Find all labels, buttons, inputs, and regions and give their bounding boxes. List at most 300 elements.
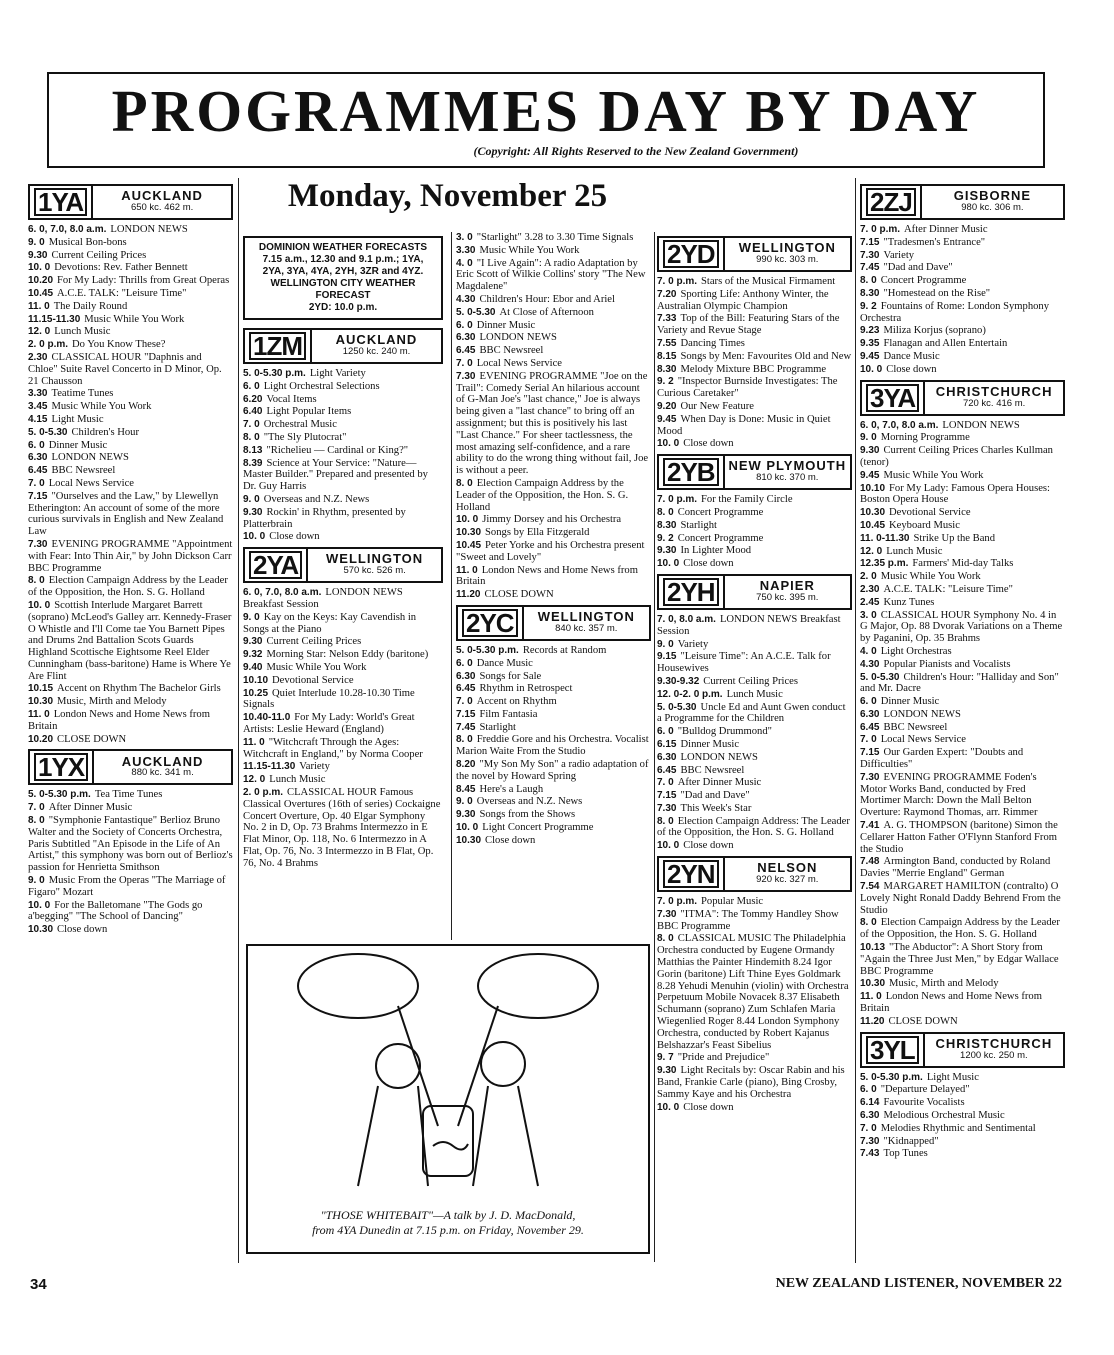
station-header-3ya <box>860 380 1065 416</box>
station-frequency: 570 kc. 526 m. <box>343 565 406 577</box>
programme-title: Sporting Life: Anthony Winter, the Australian Olympic Champion <box>657 288 829 312</box>
programme-time: 7. 0 p.m. <box>657 896 698 908</box>
programme-title: Close down <box>683 438 734 450</box>
programme-time: 10. 0 <box>28 262 51 274</box>
station-frequency: 880 kc. 341 m. <box>131 767 194 779</box>
programme-title: Overseas and N.Z. News <box>263 493 370 505</box>
programme-entry <box>243 531 443 543</box>
programme-title: Orchestral Music <box>263 419 337 431</box>
programme-title: Concert Programme <box>677 506 764 518</box>
programme-title: Teatime Tunes <box>51 388 114 400</box>
programme-title: Concert Programme <box>880 275 967 287</box>
programme-entry <box>456 658 651 670</box>
programme-title: For the Family Circle <box>701 494 793 506</box>
programme-entry <box>657 276 852 288</box>
programme-title: "Inspector Burnside Investigates: The Curious Caretaker" <box>657 376 838 400</box>
programme-time: 8. 0 <box>243 431 260 443</box>
programme-title: Vocal Items <box>266 393 317 405</box>
programme-time: 6.15 <box>657 738 677 750</box>
programme-entry <box>243 662 443 674</box>
programme-entry <box>456 722 651 734</box>
programme-time: 8. 0 <box>860 917 877 929</box>
programme-entry <box>657 1052 852 1064</box>
programme-time: 11. 0 <box>28 300 50 312</box>
programme-title: CLOSE DOWN <box>484 589 554 601</box>
programme-title: Dance Music <box>883 350 940 362</box>
schedule-2yb <box>657 494 852 570</box>
programme-entry <box>860 646 1065 658</box>
programme-title: LONDON NEWS Breakfast Session <box>657 613 841 637</box>
programme-entry <box>456 478 651 513</box>
programme-entry <box>860 250 1065 262</box>
programme-title: Songs by Ella Fitzgerald <box>485 527 590 539</box>
programme-entry <box>28 924 233 936</box>
programme-time: 10. 0 <box>243 531 266 543</box>
programme-time: 7.45 <box>456 721 476 733</box>
programme-entry <box>657 803 852 815</box>
programme-time: 9.30 <box>243 636 263 648</box>
station-logo: 2YH <box>659 576 725 608</box>
programme-entry <box>28 427 233 439</box>
programme-title: "Homestead on the Rise" <box>883 287 991 299</box>
programme-entry <box>657 614 852 638</box>
programme-time: 7.15 <box>28 490 48 502</box>
station-logo: 2ZJ <box>862 186 922 218</box>
station-header-2yn <box>657 856 852 892</box>
programme-title: LONDON NEWS <box>680 751 758 763</box>
programme-entry <box>456 371 651 477</box>
programme-entry <box>28 326 233 338</box>
programme-time: 7.54 <box>860 881 880 893</box>
programme-entry <box>456 645 651 657</box>
programme-title: Popular Music <box>701 896 764 908</box>
programme-title: Devotional Service <box>272 674 354 686</box>
programme-entry <box>860 445 1065 469</box>
programme-title: Concert Programme <box>677 532 764 544</box>
programme-title: Election Campaign Address by the Leader of the Opposition, the Hon. S. G. Holland <box>456 477 629 513</box>
programme-time: 3.30 <box>456 244 476 256</box>
programme-time: 7.55 <box>657 337 677 349</box>
programme-time: 9.15 <box>657 651 677 663</box>
programme-entry <box>28 734 233 746</box>
programme-time: 2.30 <box>860 583 880 595</box>
programme-entry <box>243 761 443 773</box>
station-frequency: 920 kc. 327 m. <box>756 874 819 886</box>
programme-title: "Tradesmen's Entrance" <box>883 236 986 248</box>
programme-time: 7. 0 <box>657 777 674 789</box>
programme-entry <box>456 565 651 589</box>
programme-entry <box>657 494 852 506</box>
programme-time: 8. 0 <box>657 815 674 827</box>
programme-title: Morning Star: Nelson Eddy (baritone) <box>266 649 429 661</box>
programme-title: "Kidnapped" <box>883 1135 939 1147</box>
programme-title: Current Ceiling Prices <box>266 636 362 648</box>
programme-entry <box>456 822 651 834</box>
programme-title: Accent on Rhythm The Bachelor Girls <box>57 683 221 695</box>
programme-time: 10.30 <box>28 924 54 936</box>
programme-title: Our New Feature <box>680 400 755 412</box>
station-name: GISBORNE <box>953 188 1032 204</box>
programme-entry <box>243 712 443 736</box>
programme-time: 9.30 <box>657 545 677 557</box>
programme-time: 8. 0 <box>657 933 674 945</box>
programme-time: 4.15 <box>28 413 48 425</box>
programme-time: 11.15-11.30 <box>28 313 81 325</box>
programme-entry <box>456 809 651 821</box>
programme-title: LONDON NEWS <box>479 332 557 344</box>
station-name: WELLINGTON <box>326 551 424 567</box>
programme-time: 4.30 <box>456 293 476 305</box>
programme-time: 6.30 <box>860 708 880 720</box>
programme-entry <box>657 739 852 751</box>
programme-entry <box>860 338 1065 350</box>
programme-time: 6. 0, 7.0, 8.0 a.m. <box>28 224 107 235</box>
programme-entry <box>456 345 651 357</box>
programme-time: 10. 0 <box>657 1101 680 1113</box>
programme-title: MARGARET HAMILTON (contralto) O Lovely Night Ronald Daddy Behrend From the Studio <box>860 881 1061 916</box>
weather-forecast-box <box>243 236 443 320</box>
programme-title: "Ourselves and the Law," by Llewellyn Etherington: An account of some of the more curious survivals in English and New Zealand Law <box>28 490 224 538</box>
programme-time: 7.30 <box>28 538 48 550</box>
programme-time: 7. 0 <box>456 357 473 369</box>
programme-title: Overseas and N.Z. News <box>476 796 583 808</box>
programme-title: LONDON NEWS Breakfast Session <box>243 587 403 610</box>
programme-title: EVENING PROGRAMME Foden's Motor Works Band, conducted by Fred Mortimer March: Down the Mall Belton Overture: Raymond Thomas, arr. Rimmer <box>860 771 1038 819</box>
programme-title: Lunch Music <box>269 774 326 786</box>
programme-title: Light Orchestras <box>880 645 952 657</box>
schedule-2zj <box>860 224 1065 376</box>
programme-entry <box>28 250 233 262</box>
station-header-1ya <box>28 184 233 220</box>
programme-entry <box>657 816 852 840</box>
programme-entry <box>657 1102 852 1114</box>
programme-time: 2.45 <box>860 596 880 608</box>
programme-entry <box>860 432 1065 444</box>
programme-time: 12.35 p.m. <box>860 558 909 570</box>
programme-entry <box>860 978 1065 990</box>
programme-time: 3.45 <box>28 401 48 413</box>
programme-title: After Dinner Music <box>48 802 133 814</box>
programme-title: Uncle Ed and Aunt Gwen conduct a Programme for the Children <box>657 701 846 725</box>
programme-time: 8. 0 <box>28 815 45 827</box>
programme-entry <box>243 587 443 611</box>
cartoon-illustration <box>246 944 650 1254</box>
programme-entry <box>28 789 233 801</box>
column-2 <box>243 232 443 870</box>
programme-title: Lunch Music <box>886 545 943 557</box>
programme-time: 9. 0 <box>28 875 45 887</box>
programme-time: 4. 0 <box>456 257 473 269</box>
programme-entry <box>456 683 651 695</box>
day-heading: Monday, November 25 <box>287 178 608 214</box>
programme-title: London News and Home News from Britain <box>28 709 210 732</box>
programme-entry <box>860 1123 1065 1135</box>
programme-title: Children's Hour: Ebor and Ariel <box>479 293 615 305</box>
programme-title: In Lighter Mood <box>680 545 752 557</box>
programme-entry <box>860 571 1065 583</box>
programme-entry <box>860 1084 1065 1096</box>
programme-time: 10.45 <box>860 519 886 531</box>
station-header-1yx <box>28 749 233 785</box>
programme-title: BBC Newsreel <box>479 345 544 357</box>
programme-title: For the Balletomane "The Gods go a'begging" "The School of Dancing" <box>28 899 203 923</box>
programme-title: Melodies Rhythmic and Sentimental <box>880 1122 1036 1134</box>
programme-entry <box>28 900 233 924</box>
programme-time: 7.15 <box>657 790 677 802</box>
programme-time: 9.30 <box>456 809 476 821</box>
programme-title: "The Abductor": A Short Story from "Again the Three Just Men," by Edgar Wallace BBC Programme <box>860 942 1059 977</box>
programme-entry <box>860 1110 1065 1122</box>
programme-entry <box>860 483 1065 507</box>
programme-time: 12. 0 <box>28 326 51 338</box>
programme-entry <box>657 639 852 651</box>
programme-title: London News and Home News from Britain <box>456 564 638 588</box>
programme-entry <box>860 942 1065 977</box>
programme-time: 9. 2 <box>657 376 674 388</box>
programme-title: Local News Service <box>48 477 134 489</box>
programme-time: 4. 0 <box>860 645 877 657</box>
column-rule <box>654 232 655 1262</box>
programme-time: 9.30 <box>28 249 48 261</box>
station-name: AUCKLAND <box>121 188 203 204</box>
station-frequency: 750 kc. 395 m. <box>756 591 819 603</box>
programme-time: 12. 0-2. 0 p.m. <box>657 688 723 700</box>
programme-entry <box>860 881 1065 916</box>
programme-entry <box>860 1097 1065 1109</box>
programme-entry <box>28 352 233 387</box>
programme-entry <box>456 540 651 564</box>
programme-time: 5. 0-5.30 <box>657 701 697 713</box>
caption-line: "THOSE WHITEBAIT"—A talk by J. D. MacDonald, <box>320 1208 576 1222</box>
programme-entry <box>28 600 233 683</box>
programme-time: 9.35 <box>860 338 880 350</box>
programme-time: 7. 0 p.m. <box>657 276 698 287</box>
programme-time: 10.30 <box>456 834 482 846</box>
programme-entry <box>657 752 852 764</box>
programme-time: 8. 0 <box>28 575 45 587</box>
programme-entry <box>456 784 651 796</box>
programme-title: For My Lady: Famous Opera Houses: Boston Opera House <box>860 482 1050 506</box>
programme-entry <box>860 1072 1065 1084</box>
station-name: NEW PLYMOUTH <box>728 458 847 474</box>
masthead <box>47 72 1045 168</box>
programme-entry <box>28 875 233 899</box>
programme-entry <box>657 840 852 852</box>
programme-time: 7.33 <box>657 313 677 325</box>
programme-title: Music, Mirth and Melody <box>57 696 167 708</box>
programme-entry <box>657 676 852 688</box>
programme-entry <box>860 734 1065 746</box>
programme-time: 11. 0 <box>456 564 478 576</box>
station-frequency: 990 kc. 303 m. <box>756 254 819 265</box>
programme-time: 6.14 <box>860 1097 880 1109</box>
programme-time: 9.40 <box>243 661 263 673</box>
programme-entry <box>456 307 651 319</box>
programme-time: 7.30 <box>456 370 476 382</box>
programme-title: "The Sly Plutocrat" <box>263 431 347 443</box>
programme-entry <box>243 774 443 786</box>
programme-title: After Dinner Music <box>677 777 762 789</box>
programme-entry <box>456 294 651 306</box>
programme-title: Music While You Work <box>266 661 367 673</box>
programme-entry <box>456 527 651 539</box>
programme-entry <box>456 358 651 370</box>
programme-time: 6. 0, 7.0, 8.0 a.m. <box>860 419 939 431</box>
programme-time: 9. 0 <box>243 493 260 505</box>
programme-entry <box>243 507 443 531</box>
programme-title: A.C.E. TALK: "Leisure Time" <box>883 583 1013 595</box>
programme-time: 8.13 <box>243 444 263 456</box>
programme-entry <box>657 909 852 933</box>
station-logo: 1YX <box>30 751 94 783</box>
programme-entry <box>860 546 1065 558</box>
station-logo: 1ZM <box>245 330 312 362</box>
programme-entry <box>860 301 1065 325</box>
programme-title: EVENING PROGRAMME "Appointment with Fear: Into Thin Air," by John Dickson Carr BBC Programme <box>28 538 233 574</box>
programme-time: 10. 0 <box>456 822 479 834</box>
programme-title: Current Ceiling Prices <box>703 675 799 687</box>
programme-entry <box>243 649 443 661</box>
programme-entry <box>456 232 651 244</box>
programme-time: 9. 0 <box>860 432 877 444</box>
programme-entry <box>860 747 1065 771</box>
programme-entry <box>28 491 233 538</box>
programme-entry <box>860 856 1065 880</box>
programme-entry <box>28 262 233 274</box>
programme-title: Favourite Vocalists <box>883 1097 965 1109</box>
programme-time: 8. 0 <box>456 477 473 489</box>
programme-title: Light Music <box>51 413 104 425</box>
programme-time: 7. 0 <box>860 1122 877 1134</box>
programme-time: 8.45 <box>456 783 476 795</box>
programme-time: 9.30 <box>657 1065 677 1077</box>
cartoon-caption <box>248 1208 648 1238</box>
programme-time: 9. 0 <box>28 236 45 248</box>
programme-title: BBC Newsreel <box>883 721 948 733</box>
programme-title: Fountains of Rome: London Symphony Orchestra <box>860 300 1050 324</box>
station-header-1zm <box>243 328 443 364</box>
programme-time: 6. 0 <box>860 1084 877 1096</box>
programme-title: Dancing Times <box>680 337 745 349</box>
programme-time: 2.30 <box>28 351 48 363</box>
copyright-notice: (Copyright: All Rights Reserved to the New Zealand Government) <box>473 144 799 158</box>
programme-entry <box>860 1136 1065 1148</box>
programme-time: 5. 0-5.30 <box>28 426 68 438</box>
programme-entry <box>860 275 1065 287</box>
programme-time: 10. 0 <box>657 558 680 570</box>
column-3 <box>456 232 651 848</box>
programme-time: 7.30 <box>860 771 880 783</box>
programme-time: 6. 0 <box>657 726 674 738</box>
programme-time: 7.48 <box>860 856 880 868</box>
programme-time: 11. 0 <box>860 991 882 1003</box>
programme-time: 9.30 <box>860 445 880 457</box>
programme-time: 7. 0 <box>28 802 45 814</box>
programme-time: 10.40-11.0 <box>243 712 291 724</box>
programme-title: Melodious Orchestral Music <box>883 1110 1005 1121</box>
programme-entry <box>28 339 233 351</box>
programme-title: Close down <box>269 531 320 543</box>
programme-title: EVENING PROGRAMME "Joe on the Trail": Comedy Serial An hilarious account of G-Man Joe's "last chance," Joe is always being given a "last chance" to bring off an assignment; but this is positively his last "Last Chance." For sheer tactlessness, the most amazing self-confidence, and a rare ability to do the wrong thing without fail, Joe is without a peer. <box>456 370 649 477</box>
programme-time: 11.20 <box>860 1015 885 1027</box>
station-logo: 1YA <box>30 186 93 218</box>
programme-entry <box>456 245 651 257</box>
programme-time: 10.10 <box>243 674 269 686</box>
programme-title: "Richelieu — Cardinal or King?" <box>266 444 409 456</box>
programme-time: 8.15 <box>657 350 677 362</box>
programme-entry <box>657 896 852 908</box>
programme-title: LONDON NEWS <box>51 452 129 464</box>
programme-entry <box>28 314 233 326</box>
programme-title: A.C.E. TALK: "Leisure Time" <box>57 287 187 299</box>
programme-time: 10.30 <box>28 696 54 708</box>
programme-entry <box>860 288 1065 300</box>
programme-entry <box>456 589 651 601</box>
programme-title: Quiet Interlude 10.28-10.30 Time Signals <box>243 687 415 711</box>
programme-title: Lunch Music <box>726 688 783 700</box>
programme-entry <box>456 514 651 526</box>
programme-time: 11.20 <box>456 589 481 601</box>
programme-title: Rhythm in Retrospect <box>479 683 573 695</box>
programme-entry <box>243 394 443 406</box>
programme-time: 7. 0, 8.0 a.m. <box>657 613 716 625</box>
programme-entry <box>860 696 1065 708</box>
station-name: NAPIER <box>759 578 815 594</box>
programme-entry <box>456 759 651 783</box>
programme-title: Close down <box>886 363 937 375</box>
programme-time: 10.20 <box>28 275 54 287</box>
programme-time: 10. 0 <box>28 899 51 911</box>
programme-entry <box>657 702 852 726</box>
programme-title: Songs by Men: Favourites Old and New <box>680 350 852 362</box>
programme-entry <box>657 689 852 701</box>
programme-time: 9.20 <box>657 400 677 412</box>
programme-title: CLOSE DOWN <box>57 733 127 745</box>
programme-title: Kay on the Keys: Kay Cavendish in Songs at the Piano <box>243 611 417 635</box>
programme-entry <box>243 406 443 418</box>
programme-title: Farmers' Mid-day Talks <box>912 558 1014 570</box>
schedule-1yx <box>28 789 233 936</box>
programme-title: Current Ceiling Prices <box>51 249 147 261</box>
schedule-2yh <box>657 614 852 852</box>
programme-title: Songs from the Shows <box>479 809 576 821</box>
programme-title: Close down <box>683 1101 734 1113</box>
programme-title: Top of the Bill: Featuring Stars of the Variety and Revue Stage <box>657 313 840 337</box>
schedule-2ya-continued <box>456 232 651 601</box>
programme-time: 6.45 <box>860 721 880 733</box>
programme-time: 6.45 <box>28 465 48 477</box>
programme-time: 9.45 <box>860 350 880 362</box>
programme-entry <box>860 237 1065 249</box>
programme-title: Keyboard Music <box>889 519 960 531</box>
programme-entry <box>657 765 852 777</box>
station-logo: 3YA <box>862 382 925 414</box>
programme-title: "I Live Again": A radio Adaptation by Eric Scott of Wilkie Collins' story "The New Magdalene" <box>456 257 646 293</box>
programme-time: 6.45 <box>657 764 677 776</box>
programme-time: 8.30 <box>657 519 677 531</box>
programme-title: Kunz Tunes <box>883 596 935 608</box>
programme-title: Morning Programme <box>880 432 970 444</box>
programme-title: Dinner Music <box>476 319 536 331</box>
station-header-3yl <box>860 1032 1065 1068</box>
station-frequency: 650 kc. 462 m. <box>130 202 194 213</box>
station-logo: 2YB <box>659 456 725 488</box>
programme-title: Lunch Music <box>54 326 111 338</box>
programme-time: 10. 0 <box>456 514 479 526</box>
programme-time: 7.20 <box>657 288 677 300</box>
programme-time: 6. 0 <box>28 439 45 451</box>
programme-title: CLASSICAL HOUR Symphony No. 4 in G Major, Op. 88 Dvorak Variations on a Theme by Paganini, Op. 35 Brahms <box>860 609 1063 645</box>
